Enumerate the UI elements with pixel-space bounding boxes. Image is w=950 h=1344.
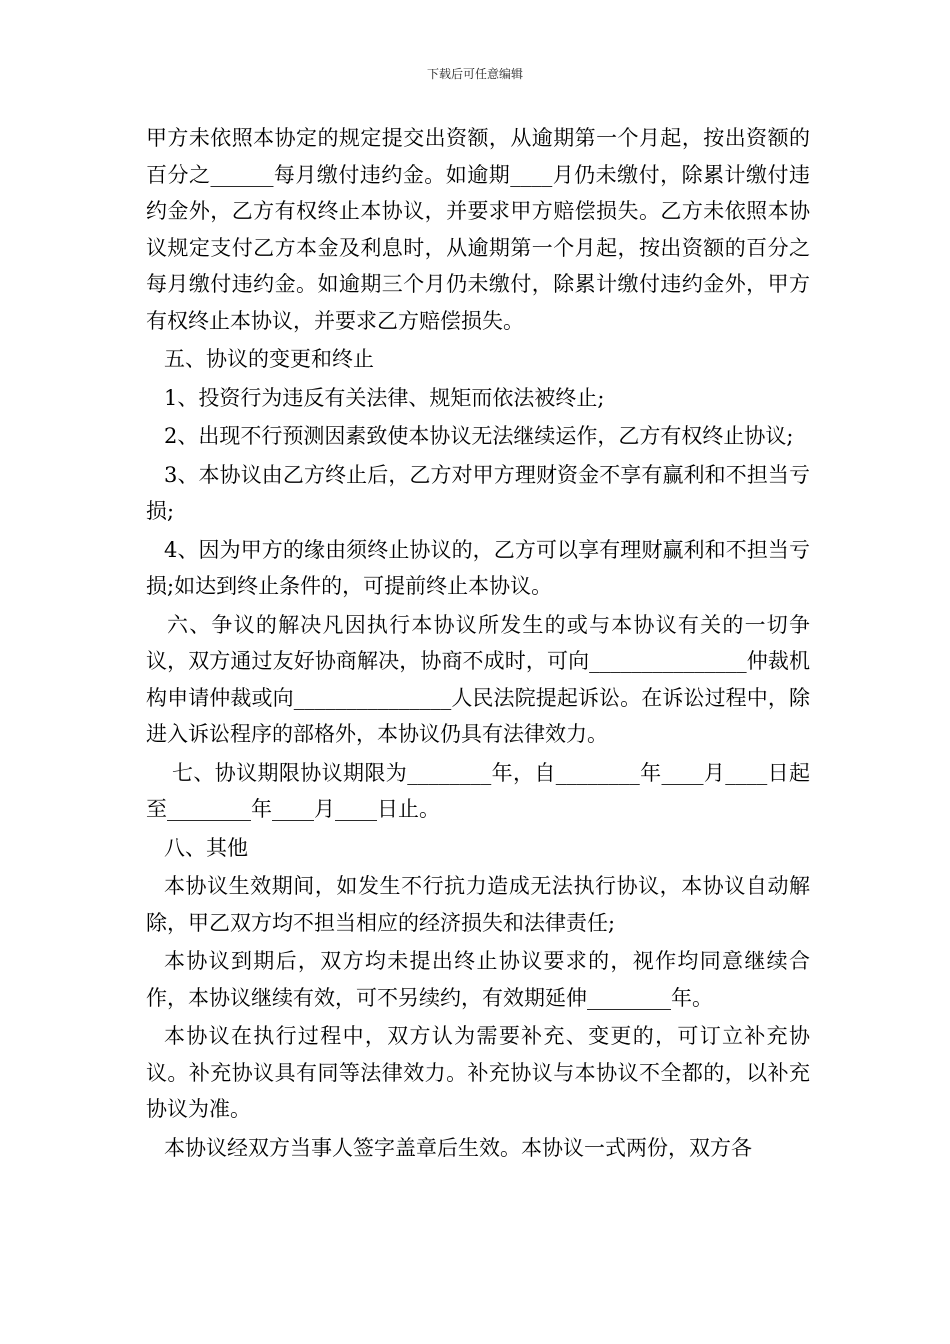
section-agreement-term: 七、协议期限协议期限为________年，自________年____月____日起至________年____月____日止。 — [146, 760, 810, 821]
paragraph-penalty-clause: 甲方未依照本协定的规定提交出资额，从逾期第一个月起，按出资额的百分之______每月缴付违约金。如逾期____月仍未缴付，除累计缴付违约金外，乙方有权终止本协议，并要求甲方赔偿损失。乙方未依照本协议规定支付乙方本金及利息时，从逾期第一个月起，按出资额的百分之 每月缴付违约金。如逾期三个月仍未缴付，除累计缴付违约金外，甲方有权终止本协议，并要求乙方赔偿损失。 — [146, 126, 817, 333]
section-dispute-resolution: 六、争议的解决凡因执行本协议所发生的或与本协议有关的一切争议，双方通过友好协商解决，协商不成时，可向_______________仲裁机构申请仲裁或向_______________人民法院提起诉讼。在诉讼过程中，除进入诉讼程序的部格外，本协议仍具有法律效力。 — [146, 612, 810, 746]
section-heading-modification: 五、协议的变更和终止 — [164, 347, 374, 371]
list-item-1: 1、投资行为违反有关法律、规矩而依法被终止; — [164, 385, 605, 410]
paragraph-force-majeure: 本协议生效期间，如发生不行抗力造成无法执行协议，本协议自动解除，甲乙双方均不担当相应的经济损失和法律责任; — [146, 874, 810, 935]
paragraph-effectiveness: 本协议经双方当事人签字盖章后生效。本协议一式两份，双方各 — [164, 1135, 752, 1160]
list-item-3: 3、本协议由乙方终止后，乙方对甲方理财资金不享有赢利和不担当亏损; — [146, 462, 810, 523]
list-item-4: 4、因为甲方的缘由须终止协议的，乙方可以享有理财赢利和不担当亏损;如达到终止条件的，可提前终止本协议。 — [146, 537, 810, 598]
paragraph-supplement: 本协议在执行过程中，双方认为需要补充、变更的，可订立补充协议。补充协议具有同等法律效力。补充协议与本协议不全都的，以补充协议为准。 — [146, 1024, 810, 1121]
list-item-2: 2、出现不行预测因素致使本协议无法继续运作，乙方有权终止协议; — [164, 424, 794, 448]
page-header: 下载后可任意编辑 — [426, 67, 523, 81]
document-body — [146, 120, 817, 1166]
section-heading-other: 八、其他 — [164, 835, 248, 860]
paragraph-renewal: 本协议到期后，双方均未提出终止协议要求的，视作均同意继续合作，本协议继续有效，可不另续约，有效期延伸________年。 — [146, 949, 810, 1010]
